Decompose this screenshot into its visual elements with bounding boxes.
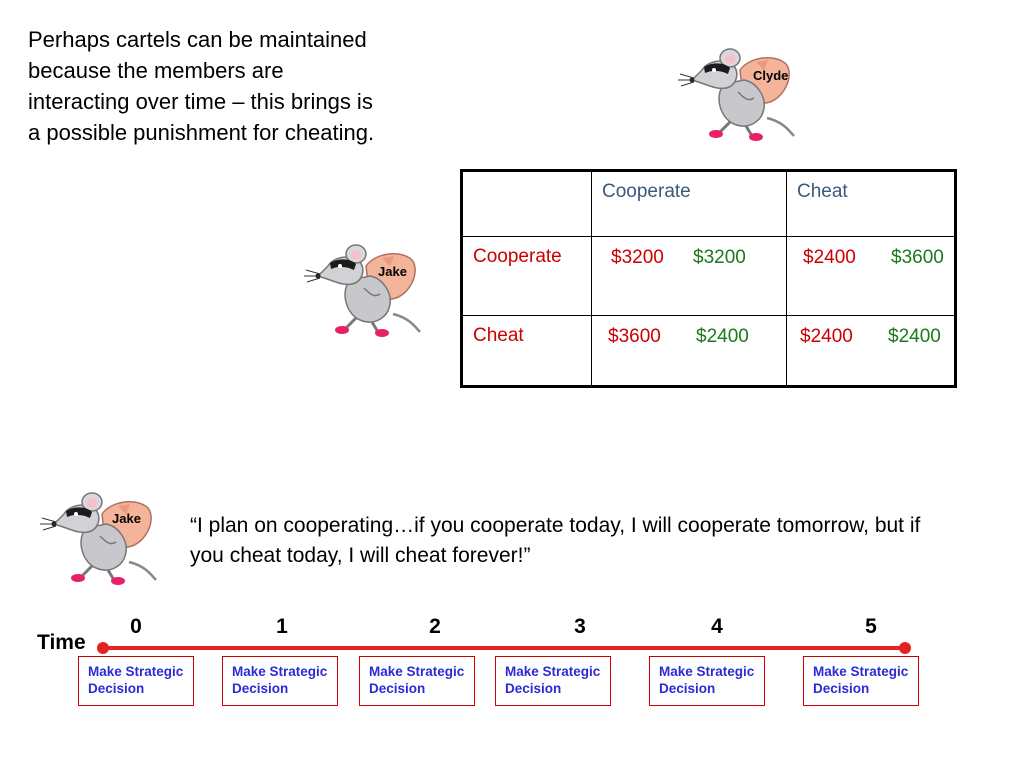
clyde-label: Clyde <box>753 68 789 83</box>
mouse-burglar-icon <box>298 236 428 341</box>
time-tick-4: 4 <box>711 615 723 638</box>
jake-label: Jake <box>378 264 407 279</box>
decision-line2: Decision <box>369 681 426 696</box>
timeline-label: Time <box>37 631 86 654</box>
payoff-value-player1: $3200 <box>611 247 664 268</box>
row-header-cheat: Cheat <box>462 316 592 387</box>
mouse-burglar-icon <box>34 484 164 589</box>
decision-box <box>803 656 919 706</box>
decision-line1: Make Strategic <box>88 664 184 679</box>
col-header-cooperate: Cooperate <box>592 171 787 237</box>
decision-line1: Make Strategic <box>659 664 755 679</box>
payoff-cell <box>787 316 956 387</box>
decision-line1: Make Strategic <box>369 664 465 679</box>
decision-line1: Make Strategic <box>505 664 601 679</box>
payoff-value-player2: $2400 <box>888 326 941 347</box>
decision-box <box>495 656 611 706</box>
empty-corner-cell <box>462 171 592 237</box>
decision-box <box>359 656 475 706</box>
decision-line2: Decision <box>232 681 289 696</box>
payoff-value-player2: $3200 <box>693 247 746 268</box>
timeline-line <box>0 638 1024 658</box>
decision-line2: Decision <box>659 681 716 696</box>
mouse-burglar-icon <box>672 40 802 145</box>
payoff-matrix <box>460 169 957 388</box>
payoff-cell <box>592 316 787 387</box>
decision-box <box>222 656 338 706</box>
decision-box <box>78 656 194 706</box>
strategy-quote: “I plan on cooperating…if you cooperate today, I will cooperate tomorrow, but if you cheat today, I will cheat forever!” <box>190 514 921 567</box>
col-header-cheat: Cheat <box>787 171 956 237</box>
intro-text: Perhaps cartels can be maintained because the members are interacting over time – this brings is a possible punishment for cheating. <box>28 27 375 145</box>
time-tick-5: 5 <box>865 615 877 638</box>
payoff-cell <box>787 237 956 316</box>
payoff-value-player1: $2400 <box>800 326 853 347</box>
payoff-value-player2: $3600 <box>891 247 944 268</box>
timeline-start-dot <box>97 642 109 654</box>
decision-line2: Decision <box>505 681 562 696</box>
decision-line2: Decision <box>88 681 145 696</box>
decision-line1: Make Strategic <box>813 664 909 679</box>
decision-box <box>649 656 765 706</box>
payoff-value-player2: $2400 <box>696 326 749 347</box>
row-header-cooperate: Cooperate <box>462 237 592 316</box>
time-tick-2: 2 <box>429 615 441 638</box>
payoff-value-player1: $3600 <box>608 326 661 347</box>
time-tick-3: 3 <box>574 615 586 638</box>
payoff-value-player1: $2400 <box>803 247 856 268</box>
payoff-cell <box>592 237 787 316</box>
timeline-end-dot <box>899 642 911 654</box>
decision-line2: Decision <box>813 681 870 696</box>
time-tick-1: 1 <box>276 615 288 638</box>
time-tick-0: 0 <box>130 615 142 638</box>
jake-label: Jake <box>112 511 141 526</box>
decision-line1: Make Strategic <box>232 664 328 679</box>
